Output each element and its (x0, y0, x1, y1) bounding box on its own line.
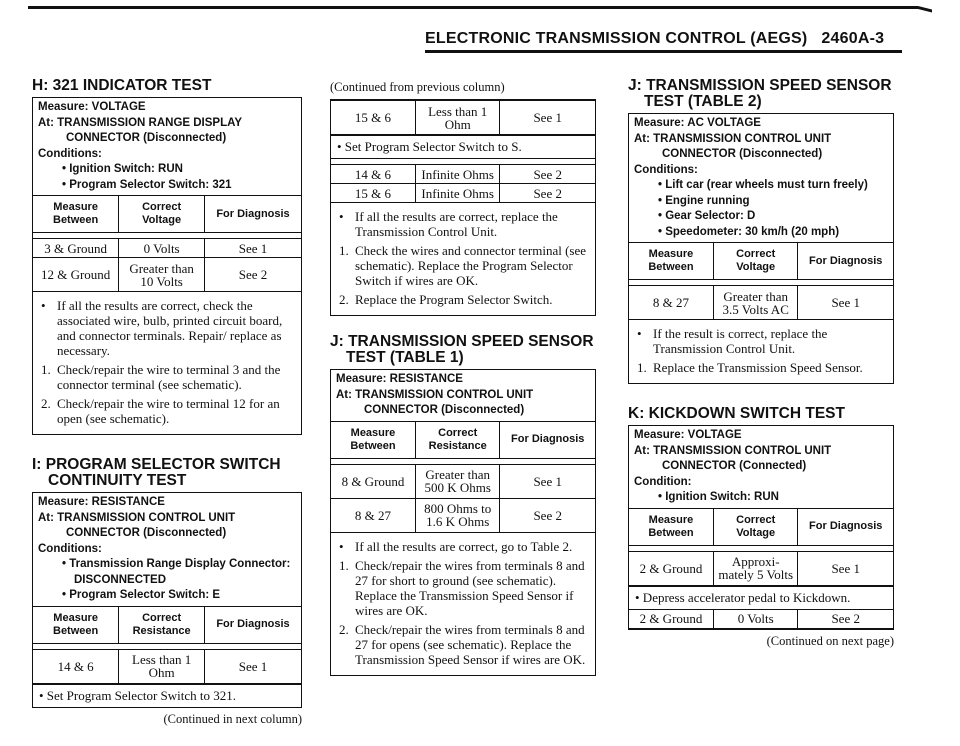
section-h-title: H: 321 INDICATOR TEST (32, 77, 212, 94)
section-j1-notes (331, 533, 595, 675)
meta-line: Conditions: (38, 147, 102, 160)
title-line: J: TRANSMISSION SPEED SENSOR (628, 77, 892, 94)
cell: See 2 (205, 258, 302, 292)
table-row (331, 464, 595, 498)
list-item (637, 326, 887, 356)
col-diagnosis: For Diagnosis (205, 606, 302, 643)
col-correct: Correct Resistance (119, 606, 205, 643)
table-row (629, 286, 893, 320)
section-h-table (33, 195, 301, 292)
note-text: If the result is correct, replace the Transmission Control Unit. (653, 326, 828, 356)
list-item (339, 292, 589, 307)
note-text: Check/repair the wires from terminals 8 and 27 for short to ground (see schematic). Replace the Transmission Speed Sensor if wires are OK. (355, 557, 585, 618)
meta-line: Conditions: (634, 163, 698, 176)
col-measure: Measure Between (629, 243, 713, 280)
cell: 14 & 6 (33, 649, 119, 683)
col-diagnosis: For Diagnosis (798, 508, 893, 545)
title-line: J: TRANSMISSION SPEED SENSOR (330, 333, 594, 350)
note-text: Check/repair the wire to terminal 3 and the connector terminal (see schematic). (57, 362, 281, 392)
meta-line: At: TRANSMISSION CONTROL UNIT (38, 511, 236, 524)
section-k-table-2 (629, 609, 893, 629)
section-i-continued-box (330, 99, 596, 316)
right-column (628, 78, 894, 649)
title-line: TEST (TABLE 2) (644, 93, 762, 110)
col-correct: Correct Voltage (713, 508, 797, 545)
top-rule (28, 6, 918, 9)
list-item (41, 298, 295, 358)
cell: Less than 1 Ohm (415, 101, 499, 135)
meta-line: CONNECTOR (Disconnected) (662, 148, 823, 160)
cell: See 1 (798, 551, 893, 585)
cell: 800 Ohms to 1.6 K Ohms (415, 498, 499, 532)
cell: 8 & Ground (331, 464, 415, 498)
marker: 2. (339, 621, 349, 637)
table-row (331, 165, 595, 184)
meta-line: CONNECTOR (Disconnected) (66, 132, 227, 144)
left-column (32, 78, 302, 727)
continued-from-note: (Continued from previous column) (330, 80, 505, 94)
meta-line: Measure: RESISTANCE (336, 373, 463, 385)
meta-line: • Ignition Switch: RUN (658, 491, 779, 503)
cell: 0 Volts (713, 609, 797, 628)
section-j1-meta (331, 370, 595, 421)
col-diagnosis: For Diagnosis (205, 196, 302, 233)
col-measure: Measure Between (33, 196, 119, 233)
cell: See 1 (500, 101, 595, 135)
meta-line: Measure: RESISTANCE (38, 496, 165, 508)
section-j1-box (330, 369, 596, 676)
marker: • (339, 538, 344, 554)
cell: 0 Volts (119, 239, 205, 258)
list-item (637, 360, 887, 375)
cell: 8 & 27 (629, 286, 713, 320)
page-number: 2460A-3 (821, 30, 885, 47)
meta-line: • Engine running (658, 194, 750, 207)
note-text: Replace the Transmission Speed Sensor. (653, 360, 863, 375)
marker: 1. (637, 360, 647, 375)
note-text: If all the results are correct, replace the Transmission Control Unit. (355, 209, 558, 239)
cell: See 1 (500, 464, 595, 498)
cell: See 1 (205, 239, 302, 258)
list-item (339, 622, 589, 667)
meta-line: • Program Selector Switch: E (62, 589, 221, 601)
marker: 1. (339, 243, 349, 258)
list-item (41, 396, 295, 426)
cell: See 1 (205, 649, 302, 683)
table-row (331, 498, 595, 532)
marker: 1. (339, 557, 349, 573)
marker: 2. (339, 292, 349, 307)
col-diagnosis: For Diagnosis (500, 421, 595, 458)
meta-line: At: TRANSMISSION CONTROL UNIT (634, 132, 832, 145)
section-h-meta (33, 98, 301, 195)
meta-line: CONNECTOR (Disconnected) (364, 404, 525, 416)
cell: Approxi- mately 5 Volts (713, 551, 797, 585)
cell: 12 & Ground (33, 258, 119, 292)
cell: See 2 (798, 609, 893, 628)
marker: • (637, 326, 642, 341)
title-line: CONTINUITY TEST (48, 472, 187, 489)
col-diagnosis: For Diagnosis (798, 243, 893, 280)
meta-line: Measure: VOLTAGE (38, 101, 146, 113)
section-j1-table (331, 421, 595, 533)
cell: 2 & Ground (629, 609, 713, 628)
cell: 3 & Ground (33, 239, 119, 258)
meta-line: • Transmission Range Display Connector: (62, 558, 291, 570)
cell: 14 & 6 (331, 165, 415, 184)
note-text: Check/repair the wire to terminal 12 for an open (see schematic). (57, 396, 280, 426)
page-header-title: ELECTRONIC TRANSMISSION CONTROL (AEGS) (425, 30, 808, 47)
col-measure: Measure Between (33, 606, 119, 643)
note-text: Check the wires and connector terminal (see schematic). Replace the Program Selector Switch if wires are OK. (355, 243, 587, 288)
table-row (629, 609, 893, 628)
section-k-meta (629, 426, 893, 508)
title-line: TEST (TABLE 1) (346, 349, 464, 366)
cell: See 2 (500, 184, 595, 203)
table-row (33, 258, 301, 292)
list-item (41, 362, 295, 392)
section-i-bullet: • Set Program Selector Switch to 321. (33, 684, 301, 707)
col-correct: Correct Resistance (415, 421, 499, 458)
section-h-notes (33, 292, 301, 434)
meta-line: CONNECTOR (Disconnected) (66, 527, 227, 539)
section-j1-title (330, 334, 596, 366)
meta-line: Measure: VOLTAGE (634, 429, 742, 441)
cell: See 1 (798, 286, 893, 320)
header-rule (425, 50, 902, 53)
meta-line: CONNECTOR (Connected) (662, 460, 807, 472)
section-i-notes (331, 203, 595, 315)
cell: See 2 (500, 498, 595, 532)
note-text: Check/repair the wires from terminals 8 and 27 for opens (see schematic). Replace the Transmission Speed Sensor if wires are OK. (355, 621, 586, 667)
list-item (339, 558, 589, 618)
section-j2-table (629, 242, 893, 320)
cell: Infinite Ohms (415, 165, 499, 184)
cell: 2 & Ground (629, 551, 713, 585)
section-i-meta (33, 493, 301, 606)
table-row (33, 649, 301, 683)
meta-line: • Ignition Switch: RUN (62, 163, 183, 175)
continued-next-page: (Continued on next page) (766, 633, 894, 648)
meta-line: • Gear Selector: D (658, 210, 756, 222)
section-i-continued-table-2 (331, 158, 595, 203)
list-item (339, 209, 589, 239)
section-j2-title (628, 78, 894, 110)
middle-column (330, 80, 596, 676)
col-correct: Correct Voltage (713, 243, 797, 280)
meta-line: • Program Selector Switch: 321 (62, 178, 232, 191)
meta-line: At: TRANSMISSION CONTROL UNIT (336, 388, 534, 401)
note-text: If all the results are correct, go to Table 2. (355, 538, 573, 554)
cell: 8 & 27 (331, 498, 415, 532)
meta-line: At: TRANSMISSION CONTROL UNIT (634, 444, 832, 457)
page-header (425, 30, 884, 48)
section-j2-meta (629, 114, 893, 242)
cell: Infinite Ohms (415, 184, 499, 203)
bullet-line: • Set Program Selector Switch to S. (331, 135, 595, 158)
meta-line: Measure: AC VOLTAGE (634, 117, 761, 129)
cell: Greater than 10 Volts (119, 258, 205, 292)
table-row (331, 184, 595, 203)
section-i-table (33, 606, 301, 684)
cell: Greater than 3.5 Volts AC (713, 286, 797, 320)
meta-line: • Lift car (rear wheels must turn freely) (658, 179, 868, 191)
marker: • (339, 209, 344, 224)
section-i-title (32, 457, 302, 489)
col-measure: Measure Between (331, 421, 415, 458)
meta-line: At: TRANSMISSION RANGE DISPLAY (38, 116, 243, 129)
bullet-line: • Depress accelerator pedal to Kickdown. (629, 586, 893, 609)
meta-line: DISCONNECTED (74, 573, 167, 586)
col-measure: Measure Between (629, 508, 713, 545)
col-correct: Correct Voltage (119, 196, 205, 233)
section-h-box (32, 97, 302, 435)
section-k-table (629, 508, 893, 586)
note-text: If all the results are correct, check the associated wire, bulb, printed circuit board, and connector terminals. Repair/ replace as necessary. (57, 298, 283, 358)
cell: 15 & 6 (331, 184, 415, 203)
continued-note: (Continued in next column) (163, 711, 302, 726)
meta-line: • Speedometer: 30 km/h (20 mph) (658, 225, 840, 238)
list-item (339, 243, 589, 288)
meta-line: Conditions: (38, 542, 102, 555)
title-line: I: PROGRAM SELECTOR SWITCH (32, 456, 281, 473)
note-text: Replace the Program Selector Switch. (355, 292, 553, 307)
section-k-title: K: KICKDOWN SWITCH TEST (628, 405, 845, 422)
cell: Greater than 500 K Ohms (415, 464, 499, 498)
cell: 15 & 6 (331, 101, 415, 135)
marker: • (41, 298, 46, 313)
section-i-continued-table (331, 100, 595, 135)
section-i-box (32, 492, 302, 708)
marker: 2. (41, 396, 51, 411)
table-row (629, 551, 893, 585)
list-item (339, 539, 589, 554)
meta-line: Condition: (634, 475, 692, 488)
table-row (331, 101, 595, 135)
cell: See 2 (500, 165, 595, 184)
table-row (33, 239, 301, 258)
cell: Less than 1 Ohm (119, 649, 205, 683)
section-k-box (628, 425, 894, 630)
section-j2-notes (629, 320, 893, 383)
section-j2-box (628, 113, 894, 384)
marker: 1. (41, 362, 51, 377)
